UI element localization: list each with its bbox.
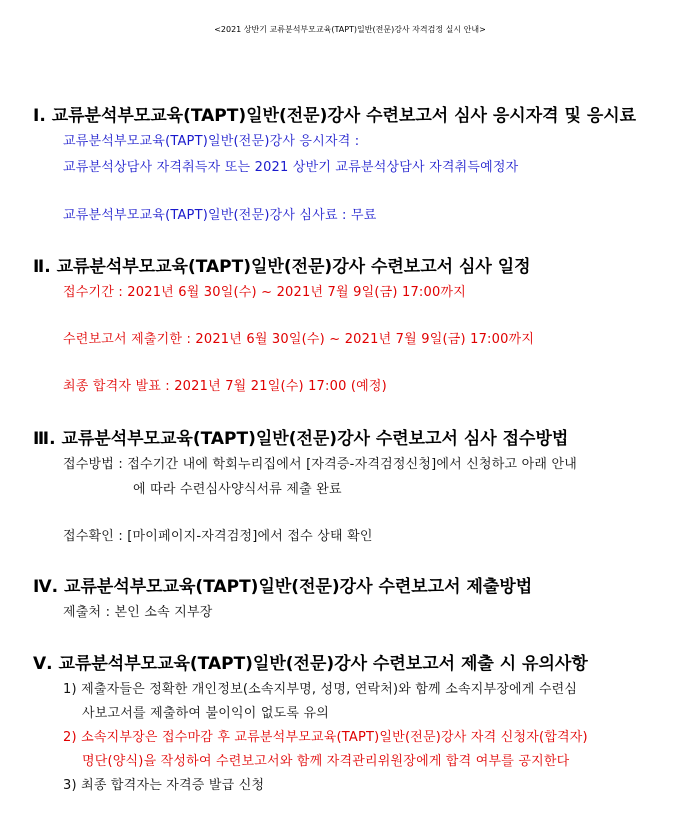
section-3-line: 접수확인 : [마이페이지-자격검정]에서 접수 상태 확인	[63, 529, 373, 544]
section-1-heading: Ⅰ. 교류분석부모교육(TAPT)일반(전문)강사 수련보고서 심사 응시자격 및 응시료	[33, 106, 637, 126]
notice-item-1: 1) 제출자들은 정확한 개인정보(소속지부명, 성명, 연락처)와 함께 소속지부장에게 수련심	[63, 682, 578, 697]
section-2-line: 최종 합격자 발표 : 2021년 7월 21일(수) 17:00 (예정)	[63, 379, 387, 394]
notice-item-3: 3) 최종 합격자는 자격증 발급 신청	[63, 778, 265, 793]
notice-item-1-cont: 사보고서를 제출하여 불이익이 없도록 유의	[82, 706, 329, 721]
section-2-line: 수련보고서 제출기한 : 2021년 6월 30일(수) ~ 2021년 7월 9일(금) 17:00까지	[63, 332, 535, 347]
section-3-heading: Ⅲ. 교류분석부모교육(TAPT)일반(전문)강사 수련보고서 심사 접수방법	[33, 429, 569, 449]
section-2-heading: Ⅱ. 교류분석부모교육(TAPT)일반(전문)강사 수련보고서 심사 일정	[33, 257, 531, 277]
notice-item-2-cont: 명단(양식)을 작성하여 수련보고서와 함께 자격관리위원장에게 합격 여부를 공지한다	[82, 754, 570, 769]
section-3-line: 에 따라 수련심사양식서류 제출 완료	[133, 482, 342, 497]
section-3-line: 접수방법 : 접수기간 내에 학회누리집에서 [자격증-자격검정신청]에서 신청하고 아래 안내	[63, 457, 577, 472]
section-1-line: 교류분석상담사 자격취득자 또는 2021 상반기 교류분석상담사 자격취득예정자	[63, 160, 519, 175]
notice-item-2: 2) 소속지부장은 접수마감 후 교류분석부모교육(TAPT)일반(전문)강사 자격 신청자(합격자)	[63, 730, 588, 745]
section-2-line: 접수기간 : 2021년 6월 30일(수) ~ 2021년 7월 9일(금) 17:00까지	[63, 285, 466, 300]
section-1-line: 교류분석부모교육(TAPT)일반(전문)강사 심사료 : 무료	[63, 208, 377, 223]
document-title: <2021 상반기 교류분석부모교육(TAPT)일반(전문)강사 자격검정 실시 안내>	[214, 25, 486, 34]
section-4-line: 제출처 : 본인 소속 지부장	[63, 605, 213, 620]
section-4-heading: Ⅳ. 교류분석부모교육(TAPT)일반(전문)강사 수련보고서 제출방법	[33, 577, 533, 597]
section-1-line: 교류분석부모교육(TAPT)일반(전문)강사 응시자격 :	[63, 134, 360, 149]
section-5-heading: Ⅴ. 교류분석부모교육(TAPT)일반(전문)강사 수련보고서 제출 시 유의사항	[33, 654, 588, 674]
